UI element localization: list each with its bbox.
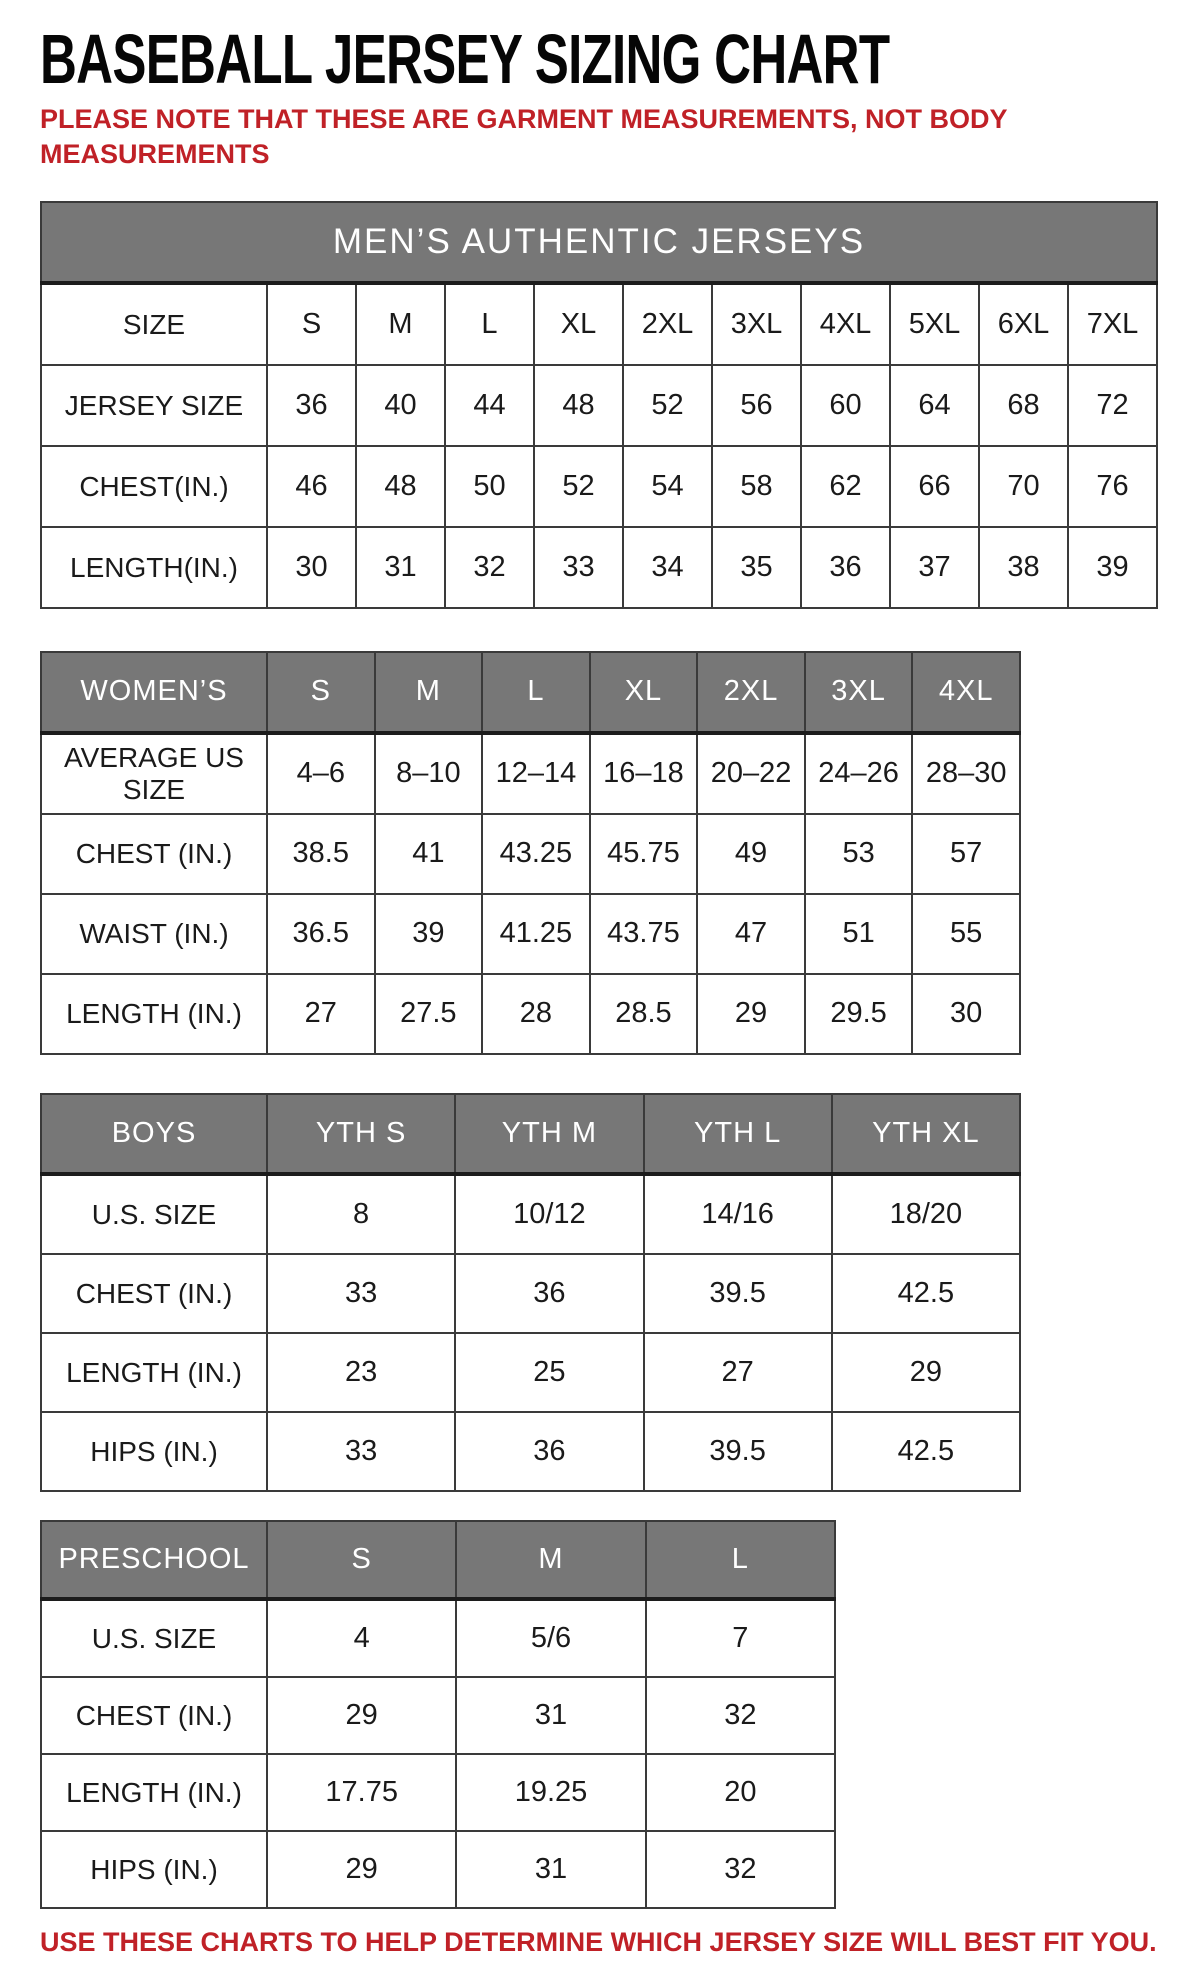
mens-col-header: 5XL (890, 283, 979, 365)
preschool-value-cell: 7 (646, 1599, 835, 1677)
mens-value-cell: 48 (534, 365, 623, 446)
boys-size-table (40, 1093, 1021, 1492)
mens-col-header: S (267, 283, 356, 365)
preschool-value-cell: 32 (646, 1831, 835, 1908)
boys-value-cell: 36 (455, 1254, 643, 1333)
womens-value-cell: 28–30 (912, 733, 1020, 814)
womens-value-cell: 12–14 (482, 733, 590, 814)
preschool-value-cell: 17.75 (267, 1754, 456, 1831)
boys-table-section (40, 1093, 1200, 1492)
mens-value-cell: 68 (979, 365, 1068, 446)
womens-value-cell: 28 (482, 974, 590, 1054)
womens-col-header: XL (590, 652, 698, 733)
boys-value-cell: 18/20 (832, 1174, 1020, 1254)
womens-value-cell: 8–10 (375, 733, 483, 814)
boys-col-header: YTH XL (832, 1094, 1020, 1174)
womens-value-cell: 41.25 (482, 894, 590, 974)
womens-value-cell: 4–6 (267, 733, 375, 814)
womens-value-cell: 24–26 (805, 733, 913, 814)
boys-col-header: YTH L (644, 1094, 832, 1174)
womens-value-cell: 28.5 (590, 974, 698, 1054)
mens-value-cell: 70 (979, 446, 1068, 527)
mens-col-header: 2XL (623, 283, 712, 365)
preschool-col-header: L (646, 1521, 835, 1599)
boys-value-cell: 23 (267, 1333, 455, 1412)
mens-col-header: L (445, 283, 534, 365)
mens-value-cell: 52 (623, 365, 712, 446)
mens-value-cell: 50 (445, 446, 534, 527)
womens-value-cell: 38.5 (267, 814, 375, 894)
womens-header-label: WOMEN’S (41, 652, 267, 733)
womens-value-cell: 29.5 (805, 974, 913, 1054)
mens-col-header: 3XL (712, 283, 801, 365)
boys-value-cell: 36 (455, 1412, 643, 1491)
mens-value-cell: 66 (890, 446, 979, 527)
womens-value-cell: 53 (805, 814, 913, 894)
womens-value-cell: 30 (912, 974, 1020, 1054)
womens-col-header: 4XL (912, 652, 1020, 733)
preschool-row-label: HIPS (IN.) (41, 1831, 267, 1908)
womens-value-cell: 41 (375, 814, 483, 894)
womens-col-header: 3XL (805, 652, 913, 733)
boys-value-cell: 27 (644, 1333, 832, 1412)
mens-header-label: SIZE (41, 283, 267, 365)
mens-value-cell: 76 (1068, 446, 1157, 527)
womens-col-header: L (482, 652, 590, 733)
mens-value-cell: 64 (890, 365, 979, 446)
mens-value-cell: 56 (712, 365, 801, 446)
womens-value-cell: 55 (912, 894, 1020, 974)
mens-value-cell: 54 (623, 446, 712, 527)
boys-value-cell: 42.5 (832, 1254, 1020, 1333)
womens-value-cell: 47 (697, 894, 805, 974)
preschool-value-cell: 29 (267, 1831, 456, 1908)
preschool-table-section (40, 1520, 1200, 1909)
mens-value-cell: 44 (445, 365, 534, 446)
womens-value-cell: 36.5 (267, 894, 375, 974)
womens-value-cell: 27.5 (375, 974, 483, 1054)
mens-col-header: 4XL (801, 283, 890, 365)
mens-value-cell: 48 (356, 446, 445, 527)
mens-value-cell: 72 (1068, 365, 1157, 446)
womens-col-header: S (267, 652, 375, 733)
preschool-value-cell: 20 (646, 1754, 835, 1831)
womens-value-cell: 45.75 (590, 814, 698, 894)
mens-value-cell: 35 (712, 527, 801, 608)
womens-row-label: WAIST (IN.) (41, 894, 267, 974)
mens-value-cell: 62 (801, 446, 890, 527)
mens-value-cell: 58 (712, 446, 801, 527)
womens-value-cell: 39 (375, 894, 483, 974)
mens-value-cell: 30 (267, 527, 356, 608)
womens-value-cell: 27 (267, 974, 375, 1054)
mens-value-cell: 32 (445, 527, 534, 608)
boys-value-cell: 14/16 (644, 1174, 832, 1254)
mens-banner: MEN’S AUTHENTIC JERSEYS (41, 202, 1157, 283)
boys-value-cell: 25 (455, 1333, 643, 1412)
mens-row-label: JERSEY SIZE (41, 365, 267, 446)
womens-value-cell: 20–22 (697, 733, 805, 814)
preschool-header-label: PRESCHOOL (41, 1521, 267, 1599)
womens-value-cell: 57 (912, 814, 1020, 894)
preschool-col-header: M (456, 1521, 645, 1599)
mens-value-cell: 37 (890, 527, 979, 608)
womens-value-cell: 16–18 (590, 733, 698, 814)
preschool-value-cell: 32 (646, 1677, 835, 1754)
preschool-value-cell: 29 (267, 1677, 456, 1754)
womens-value-cell: 51 (805, 894, 913, 974)
mens-value-cell: 40 (356, 365, 445, 446)
preschool-value-cell: 5/6 (456, 1599, 645, 1677)
boys-row-label: LENGTH (IN.) (41, 1333, 267, 1412)
preschool-size-table (40, 1520, 836, 1909)
mens-col-header: M (356, 283, 445, 365)
boys-value-cell: 10/12 (455, 1174, 643, 1254)
mens-value-cell: 60 (801, 365, 890, 446)
preschool-row-label: U.S. SIZE (41, 1599, 267, 1677)
preschool-value-cell: 19.25 (456, 1754, 645, 1831)
page-title: BASEBALL JERSEY SIZING CHART (40, 20, 890, 98)
boys-value-cell: 39.5 (644, 1254, 832, 1333)
womens-value-cell: 43.75 (590, 894, 698, 974)
preschool-value-cell: 4 (267, 1599, 456, 1677)
boys-row-label: U.S. SIZE (41, 1174, 267, 1254)
mens-col-header: XL (534, 283, 623, 365)
womens-value-cell: 49 (697, 814, 805, 894)
mens-col-header: 7XL (1068, 283, 1157, 365)
womens-row-label: CHEST (IN.) (41, 814, 267, 894)
mens-value-cell: 38 (979, 527, 1068, 608)
mens-table-section (40, 201, 1200, 609)
mens-value-cell: 34 (623, 527, 712, 608)
mens-value-cell: 33 (534, 527, 623, 608)
womens-row-label: LENGTH (IN.) (41, 974, 267, 1054)
mens-value-cell: 31 (356, 527, 445, 608)
mens-value-cell: 39 (1068, 527, 1157, 608)
womens-table-section (40, 651, 1200, 1055)
mens-value-cell: 36 (801, 527, 890, 608)
boys-header-label: BOYS (41, 1094, 267, 1174)
mens-row-label: LENGTH(IN.) (41, 527, 267, 608)
preschool-row-label: LENGTH (IN.) (41, 1754, 267, 1831)
boys-row-label: CHEST (IN.) (41, 1254, 267, 1333)
boys-col-header: YTH M (455, 1094, 643, 1174)
boys-value-cell: 42.5 (832, 1412, 1020, 1491)
boys-row-label: HIPS (IN.) (41, 1412, 267, 1491)
garment-measurements-note: PLEASE NOTE THAT THESE ARE GARMENT MEASUREMENTS, NOT BODY MEASUREMENTS (40, 104, 1008, 169)
mens-value-cell: 36 (267, 365, 356, 446)
boys-value-cell: 33 (267, 1412, 455, 1491)
womens-value-cell: 43.25 (482, 814, 590, 894)
mens-size-table (40, 201, 1158, 609)
boys-col-header: YTH S (267, 1094, 455, 1174)
preschool-row-label: CHEST (IN.) (41, 1677, 267, 1754)
womens-size-table (40, 651, 1021, 1055)
womens-row-label: AVERAGE US SIZE (41, 733, 267, 814)
preschool-value-cell: 31 (456, 1677, 645, 1754)
fit-advice-note: USE THESE CHARTS TO HELP DETERMINE WHICH JERSEY SIZE WILL BEST FIT YOU. (40, 1927, 1157, 1958)
preschool-value-cell: 31 (456, 1831, 645, 1908)
boys-value-cell: 8 (267, 1174, 455, 1254)
mens-value-cell: 52 (534, 446, 623, 527)
boys-value-cell: 33 (267, 1254, 455, 1333)
mens-row-label: CHEST(IN.) (41, 446, 267, 527)
womens-col-header: M (375, 652, 483, 733)
womens-col-header: 2XL (697, 652, 805, 733)
boys-value-cell: 39.5 (644, 1412, 832, 1491)
mens-value-cell: 46 (267, 446, 356, 527)
womens-value-cell: 29 (697, 974, 805, 1054)
boys-value-cell: 29 (832, 1333, 1020, 1412)
preschool-col-header: S (267, 1521, 456, 1599)
mens-col-header: 6XL (979, 283, 1068, 365)
